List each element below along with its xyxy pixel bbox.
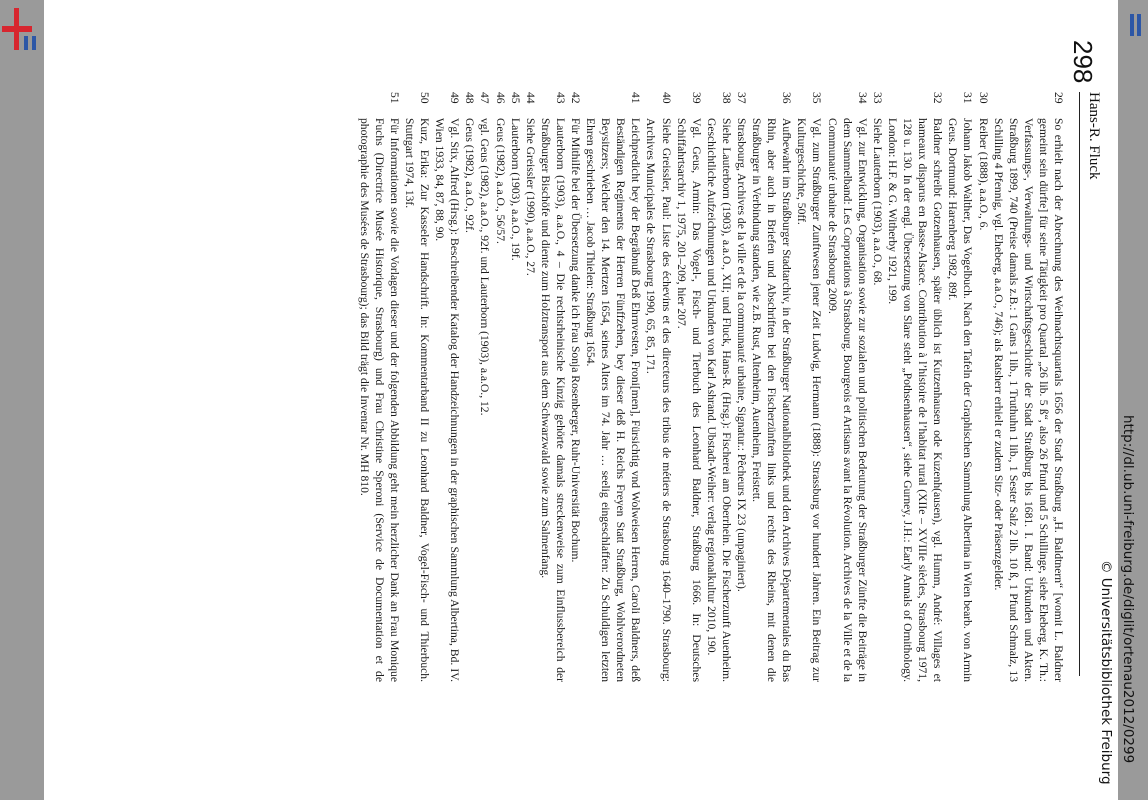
footnote-number: 41: [629, 92, 643, 104]
footnote-text: Vgl. Geus, Armin: Das Vogel-, Fisch- und Tierbuch des Leonhard Baldner, Straßburg 1666. In: Deutsches Schiffahrtsarchiv 1, 1975, 201–209, hier 207.: [674, 118, 703, 682]
footnote-text: Lauterborn (1903), a.a.O., 4 – Die rechtsrheinische Kinzig gehörte damals streckenweise zum Einflussbereich der Straßburger Bischöfe und diente zum Holztransport aus dem Schwarzwald sowie zum Salmenfang.: [538, 118, 567, 682]
footnote-item: [432, 92, 462, 682]
footnote-item: [945, 92, 975, 682]
footnote-text: Siehe Lauterborn (1903), a.a.O., XII; und Fluck, Hans-R. (Hrsg.): Fischerei am Oberrhein. Die Fischerzunft Auenheim. Geschichtliche Aufzeichnungen und Urkunden von Karl Ashrand. Ubstadt-Weiher: verlag regionalkultur 2010, 190.: [704, 118, 733, 682]
footnote-text: Johann Jakob Walther, Das Vogelbuch. Nach den Tafeln der Graphischen Sammlung Albertina in Wien bearb. von Armin Geus. Dortmund: Harenberg 1982, 89f.: [946, 118, 975, 682]
footnote-item: [825, 92, 870, 682]
right-strip: [1118, 0, 1148, 800]
footnote-number: 38: [719, 92, 733, 104]
footnote-item: [991, 92, 1066, 682]
footnote-number: 50: [418, 92, 432, 104]
footnote-text: Lauterborn (1903), a.a.O., 19f.: [508, 118, 522, 261]
footnote-text: Kurz, Erika: Zur Kasseler Handschrift. In: Kommentarband II zu Leonhard Baldner, Vogel-Fisch- und Thierbuch. Stuttgart 1974, 13f.: [402, 118, 432, 682]
footnote-number: 34: [855, 92, 869, 104]
footnote-item: [975, 92, 990, 682]
footnote-item: [870, 92, 885, 682]
footnote-item: [643, 92, 673, 682]
footnote-item: [492, 92, 507, 682]
footnote-item: [538, 92, 568, 682]
footnote-number: 42: [569, 92, 582, 104]
footnote-number: 29: [1052, 92, 1065, 104]
footnote-item: [357, 92, 402, 682]
footnote-text: Für Mithilfe bei der Übersetzung danke ich Frau Sonja Rosenberger, Ruhr-Universität Bochum.: [569, 118, 582, 563]
footnote-item: [523, 92, 538, 682]
running-head: Hans-R. Fluck: [1086, 92, 1102, 180]
footnote-text: Geus (1982), a.a.O., 92f.: [463, 118, 477, 233]
footnote-item: [477, 92, 492, 682]
footnote-text: Siehe Lauterborn (1903), a.a.O., 68.: [870, 118, 884, 286]
footnote-text: Vgl. zur Entwicklung, Organisation sowie zur sozialen und politischen Bedeutung der Straßburger Zünfte die Beiträge in dem Sammelband: Les Corporations à Strasbourg. Bourgeois et Artisans avant la Révolution. Archives de la Ville et de la Communauté urbaine de Strasbourg 2009.: [825, 118, 869, 682]
footnote-number: 49: [448, 92, 462, 104]
footnote-number: 36: [780, 92, 794, 104]
footnote-text: Vgl. zum Straßburger Zunftwesen jener Zeit Ludwig, Hermann (1888): Strassburg vor hundert Jahren. Ein Beitrag zur Kulturgeschichte, 50ff.: [795, 118, 824, 682]
footnote-number: 39: [689, 92, 703, 104]
rotated-page-content: [44, 0, 1118, 800]
footnote-number: 40: [659, 92, 673, 104]
footnote-item: [568, 92, 583, 682]
footnote-number: 47: [478, 92, 492, 104]
footer-url[interactable]: http://dl.ub.uni-freiburg.de/diglit/ortenau2012/0299: [1120, 415, 1136, 764]
footnote-text: Siehe Greissler, Paul: Liste des échevins et des directeurs des tribus de métiers de Strasbourg 1640–1790. Strasbourg: Archives Municipales de Strasbourg 1990, 65, 85, 171.: [644, 118, 673, 682]
footnote-number: 37: [735, 92, 749, 104]
footnote-text: Baldner schreibt Gotzenhausen, später üblich ist Kutzenhausen ode Kuzenh(ausen), vgl. Humm, André: Villages et hameaux disparus en Basse-Alsace. Contribution à l’histoire de l’habitat rural (XIIe – XVIIIe siècles, Strasbourg 1971, 128 u. 130. In der engl. Übersetzung von Slare steht „Pothsenhausen“, siehe Gurney, J.H.: Early Annals of Ornithology. London: H.F. & G. Witherby 1921, 199.: [885, 118, 945, 682]
footnote-item: [704, 92, 734, 682]
footnote-text: Für Informationen sowie die Vorlagen dieser und der folgenden Abbildung geht mein herzlicher Dank an Frau Monique Fuchs (Directrice Musée Historique, Strasbourg) und Frau Christine Speroni (Service de Documentation et de photographie des Musées de Strasbourg); das Bild trägt die Inventar Nr. MH 810.: [357, 118, 401, 682]
footnote-text: Aufbewahrt im Straßburger Stadtarchiv, in der Straßburger Nationalbibliothek und den Archives Départementales du Bas Rhin, aber auch in Briefen und Abschriften bei den Fischerzünften links und rechts des Rheins, mit denen die Straßburger in Verbindung standen, wie z.B. Rust, Altenheim, Auenheim, Freistett.: [750, 118, 794, 682]
footnote-item: [749, 92, 794, 682]
footnote-item: [674, 92, 704, 682]
footnote-text: Geus (1982), a.a.O., 56/57.: [493, 118, 507, 244]
header-rule: [1079, 92, 1080, 676]
footnote-number: 43: [553, 92, 567, 104]
footnote-text: Leichpredicht bey der Begräbnuß Deß Ehrnvesten, Froni[men], Fürsichtig vnd Wolweisen Herren, Caroli Baldners, deß Beständigen Regiments der Herren Fünffzehen, bey dieser deß H. Reichs Freyen Statt Straßburg, Wohlverordneten Beysitzers; Welcher den 14. Mertzen 1654, seines Alters im 74. Jahr … seelig eingeschlaffen: Zu Schuldigen letzten Ehren geschrieben … Jacob Thielen: Straßburg 1654.: [584, 118, 643, 682]
footnote-text: Strasbourg, Archives de la ville et de la communauté urbaine, Signatur.: Pêcheurs IX 23 (unpaginiert).: [735, 118, 749, 592]
scanned-page: [44, 0, 1118, 800]
left-sidebar: [0, 0, 44, 800]
footnote-number: 35: [810, 92, 824, 104]
footnote-number: 48: [463, 92, 477, 104]
footnote-item: [885, 92, 945, 682]
footnote-item: [734, 92, 749, 682]
footnote-number: 51: [387, 92, 401, 104]
footnote-number: 31: [961, 92, 975, 104]
footnote-text: So erhielt nach der Abrechnung des Weihnachtsquartals 1656 der Stadt Straßburg „H. Baldtnern“ [womit L. Baldner gemeint sein dürfte] für seine Tätigkeit pro Quartal „26 lib. 5 ß“, also 26 Pfund und 5 Schillinge, siehe Eheberg, K. Th.: Verfassungs-, Verwaltungs- und Wirtschaftsgeschichte der Stadt Straßburg bis 1681. I. Band: Urkunden und Akten. Straßburg 1899, 740 (Preise damals z.B.: 1 Gans 1 lib., 1 Truthuhn 1 lib., 1 Sester Salz 2 lib. 10 ß, 1 Pfund Schmalz, 13 Schilling 4 Pfennig, vgl. Eheberg, a.a.O., 746); als Ratsherr erhielt er zudem Sitz- oder Präsenzgelder.: [991, 118, 1065, 682]
footnote-item: [402, 92, 432, 682]
footnotes-list: [357, 92, 1066, 682]
footnote-item: [794, 92, 824, 682]
footnote-number: 33: [870, 92, 884, 104]
footnote-number: 30: [976, 92, 990, 104]
footnote-number: 46: [493, 92, 507, 104]
footnote-number: 44: [523, 92, 537, 104]
footnote-item: [583, 92, 643, 682]
footnote-text: vgl. Geus (1982), a.a.O., 92f. und Lauterborn (1903), a.a.O., 12.: [478, 118, 492, 416]
footnote-text: Siehe Greissler (1990), a.a.O., 27.: [523, 118, 537, 276]
page-number: 298: [1068, 40, 1098, 84]
footnote-number: 45: [508, 92, 522, 104]
footnote-item: [462, 92, 477, 682]
corner-mark-icon: [1130, 14, 1142, 36]
footnote-item: [508, 92, 523, 682]
footer-copyright: © Universitätsbibliothek Freiburg: [1098, 560, 1114, 785]
footnote-text: Vgl. Stix, Alfred (Hrsg.): Beschreibender Katalog der Handzeichnungen in der graphischen Sammlung Albertina, Bd. IV. Wien 1933, 84, 87, 88, 90.: [433, 118, 462, 682]
footnote-number: 32: [931, 92, 945, 104]
footnote-text: Reiber (1888), a.a.O., 6.: [976, 118, 990, 231]
library-logo-icon[interactable]: [2, 8, 38, 50]
